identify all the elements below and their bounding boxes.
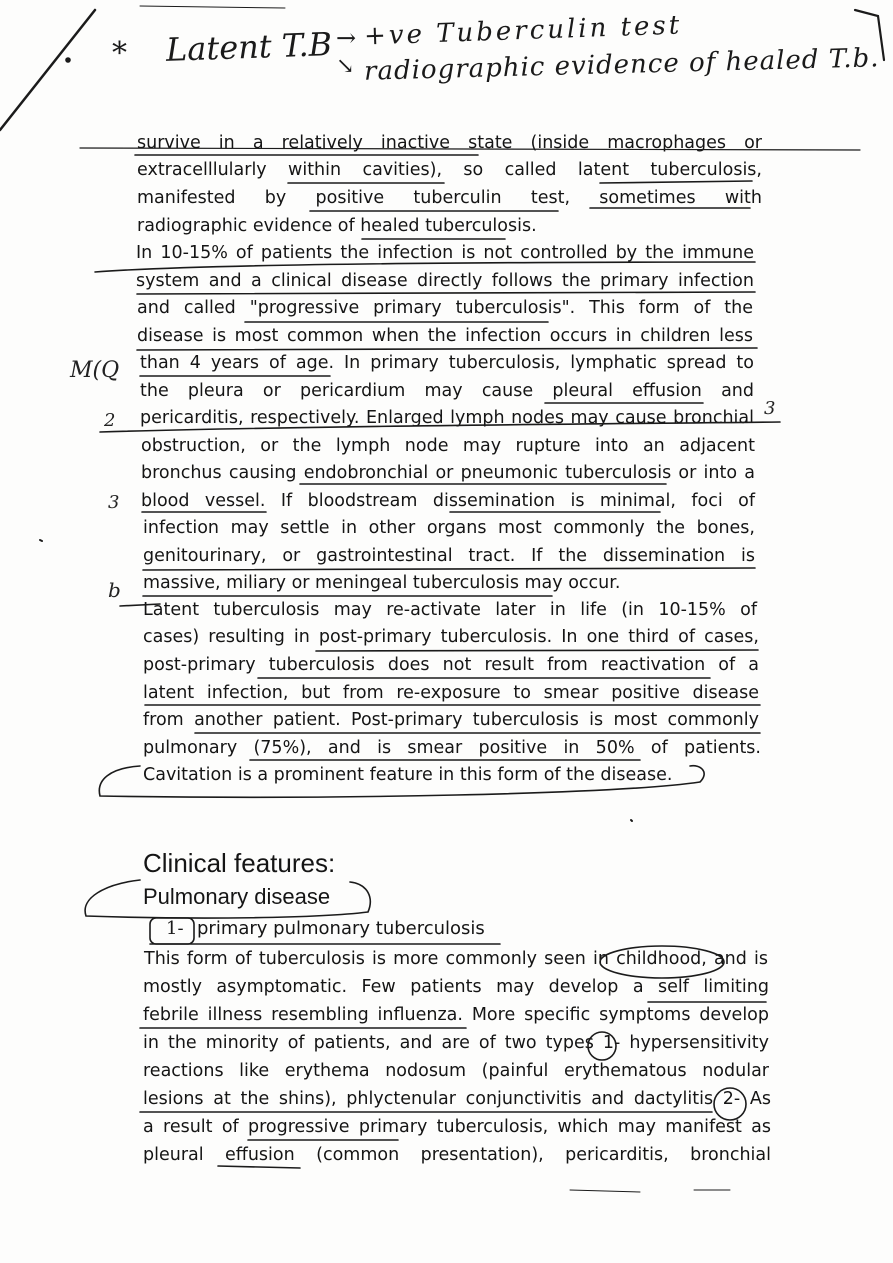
handwritten-star: * — [112, 36, 127, 71]
text-line: In 10-15% of patients the infection is not controlled by the immune — [136, 243, 754, 263]
text-line: latent infection, but from re-exposure to smear positive disease — [143, 683, 759, 703]
text-line: pericarditis, respectively. Enlarged lymph nodes may cause bronchial — [140, 408, 754, 428]
text-line: extracelllularly within cavities), so called latent tuberculosis, — [137, 160, 762, 180]
item-number: 1- — [166, 918, 184, 939]
text-line: reactions like erythema nodosum (painful erythematous nodular — [143, 1061, 769, 1081]
text-line: pulmonary (75%), and is smear positive in 50% of patients. — [143, 738, 761, 758]
text-line: than 4 years of age. In primary tuberculosis, lymphatic spread to — [140, 353, 754, 373]
text-line: manifested by positive tuberculin test, sometimes with — [137, 188, 762, 208]
margin-mark: 2 — [104, 410, 116, 431]
handwritten-label: Latent T.B — [165, 25, 333, 69]
text-line: febrile illness resembling influenza. More specific symptoms develop — [143, 1005, 769, 1025]
text-line: mostly asymptomatic. Few patients may develop a self limiting — [143, 977, 769, 997]
text-line: pleural effusion (common presentation), pericarditis, bronchial — [143, 1145, 771, 1165]
text-line: from another patient. Post-primary tuberculosis is most commonly — [143, 710, 759, 730]
section-subheading: Pulmonary disease — [143, 884, 331, 909]
text-line: the pleura or pericardium may cause pleural effusion and — [140, 381, 754, 401]
handwritten-point-1: +ve Tuberculin test — [363, 10, 683, 52]
text-line: cases) resulting in post-primary tuberculosis. In one third of cases, — [143, 627, 759, 647]
text-line: post-primary tuberculosis does not result from reactivation of a — [143, 655, 759, 675]
margin-mark: b — [108, 578, 121, 602]
margin-mark: 3 — [108, 492, 120, 513]
text-line: a result of progressive primary tuberculosis, which may manifest as — [143, 1117, 771, 1137]
text-line: massive, miliary or meningeal tuberculosis may occur. — [143, 573, 621, 593]
handwritten-arrow-2: ↘ — [336, 54, 355, 79]
text-line: disease is most common when the infection occurs in children less — [137, 326, 753, 346]
text-line: survive in a relatively inactive state (inside macrophages or — [137, 133, 762, 153]
text-line: genitourinary, or gastrointestinal tract. If the dissemination is — [143, 546, 755, 566]
text-line: obstruction, or the lymph node may rupture into an adjacent — [141, 436, 755, 456]
handwritten-point-2: radiographic evidence of healed T.b. — [363, 43, 880, 87]
text-line: Latent tuberculosis may re-activate later in life (in 10-15% of — [143, 600, 757, 620]
section-heading: Clinical features: — [143, 848, 336, 878]
text-line: system and a clinical disease directly follows the primary infection — [136, 271, 754, 291]
margin-mark: 3 — [764, 398, 776, 419]
text-line: bronchus causing endobronchial or pneumonic tuberculosis or into a — [141, 463, 755, 483]
text-line: infection may settle in other organs most commonly the bones, — [143, 518, 755, 538]
text-line: Cavitation is a prominent feature in this form of the disease. — [143, 765, 673, 785]
text-line: lesions at the shins), phlyctenular conjunctivitis and dactylitis 2- As — [143, 1089, 771, 1109]
margin-mark: M(Q — [70, 358, 120, 383]
text-line: blood vessel. If bloodstream dissemination is minimal, foci of — [141, 491, 755, 511]
handwritten-arrow-1: → — [336, 24, 357, 52]
text-line: in the minority of patients, and are of two types 1- hypersensitivity — [143, 1033, 769, 1053]
text-line: This form of tuberculosis is more commonly seen in childhood, and is — [144, 949, 768, 969]
item-title: primary pulmonary tuberculosis — [197, 918, 485, 939]
text-line: radiographic evidence of healed tuberculosis. — [137, 216, 537, 236]
text-line: and called "progressive primary tuberculosis". This form of the — [137, 298, 753, 318]
